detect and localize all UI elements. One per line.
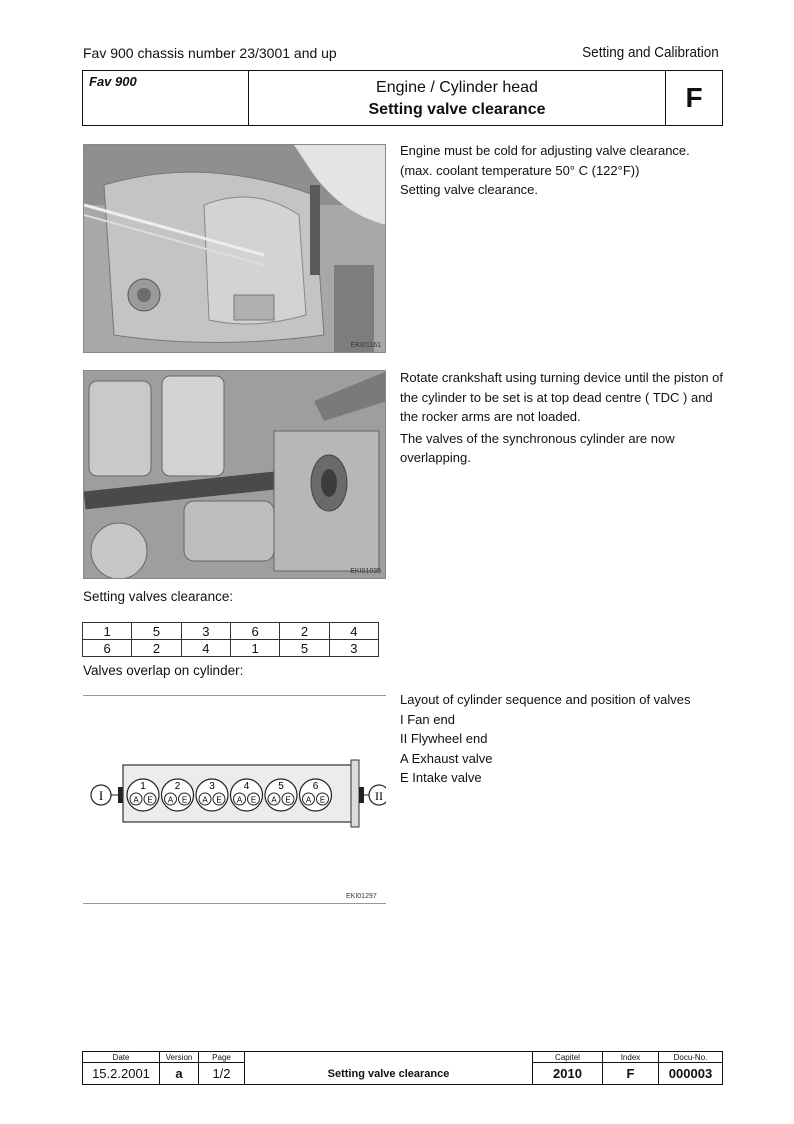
photo-cylinder-head [83,144,386,353]
cylinder-number: 2 [174,781,181,792]
document-subtitle: Fav 900 chassis number 23/3001 and up [83,45,337,61]
table-cell: 6 [230,623,279,640]
exhaust-valve-label: A [167,795,174,805]
step1-line: Engine must be cold for adjusting valve clearance. [400,143,690,158]
table-cell: 1 [230,640,279,657]
valve-layout-diagram [83,740,386,850]
footer-value: a [175,1066,183,1081]
layout-legend-line: A Exhaust valve [400,750,493,766]
table-cell: 2 [132,640,181,657]
footer-date [83,1052,160,1084]
footer-capitel [533,1052,603,1084]
setting-sequence-label: Setting valves clearance: [83,589,234,604]
photo1-code: EKI01161 [350,342,381,349]
layout-legend-line: II Flywheel end [400,731,488,746]
footer-label: Page [199,1052,244,1063]
footer-label: Date [83,1052,159,1063]
step2-text [400,368,730,468]
valve-sequence-table [82,622,379,657]
table-row [83,623,379,640]
header-box [82,70,723,126]
table-cell: 4 [329,623,378,640]
divider [83,695,386,696]
section-name: Setting and Calibration [582,44,719,61]
intake-valve-label: E [147,795,153,805]
intake-valve-label: E [285,795,291,805]
step2-paragraph: The valves of the synchronous cylinder are now overlapping. [400,430,675,465]
footer-label: Docu-No. [659,1052,722,1063]
table-row [83,640,379,657]
footer-docu [659,1052,722,1084]
exhaust-valve-label: A [271,795,277,805]
exhaust-valve-label: A [133,795,139,805]
footer-table [82,1051,723,1085]
layout-legend-line: E Intake valve [400,770,482,785]
footer-value: 2010 [553,1066,582,1081]
diagram-code: EKI01297 [346,893,377,900]
step1-text [400,141,730,200]
cylinder-number: 5 [278,781,284,792]
cylinder-number: 3 [209,781,215,792]
cylinder-number: 6 [312,781,319,792]
footer-label: Index [603,1052,658,1063]
layout-legend-line: I Fan end [400,711,455,727]
intake-valve-label: E [216,795,222,805]
footer-value: F [626,1066,635,1081]
header-title-line2: Setting valve clearance [368,101,546,118]
intake-valve-label: E [319,795,326,805]
step1-line: (max. coolant temperature 50° C (122°F)) [400,162,640,178]
header-title [249,71,666,125]
turning-device-illustration [84,371,386,579]
overlap-label: Valves overlap on cylinder: [83,663,244,678]
table-cell: 5 [280,640,329,657]
flywheel-end-label: II [375,789,383,803]
step1-line: Setting valve clearance. [400,182,539,197]
footer-index [603,1052,659,1084]
fan-end-label: I [98,788,104,803]
footer-value: 1/2 [212,1066,231,1081]
cylinder-head-illustration [84,145,386,353]
table-cell: 1 [83,623,132,640]
table-cell: 6 [83,640,132,657]
intake-valve-label: E [250,795,257,805]
table-cell: 3 [329,640,378,657]
step2-paragraph: Rotate crankshaft using turning device until the piston of the cylinder to be set is at top dead centre ( TDC ) and the rocker arms are not loaded. [400,370,724,424]
exhaust-valve-label: A [305,795,312,805]
footer-title [245,1052,533,1084]
step3-text [400,690,730,788]
footer-label: Version [160,1052,198,1063]
footer-label: Capitel [533,1052,602,1063]
exhaust-valve-label: A [202,795,208,805]
footer-value: 15.2.2001 [92,1066,150,1081]
photo2-code: EKI01035 [350,568,381,575]
footer-title-text: Setting valve clearance [327,1067,450,1080]
header-title-line1: Engine / Cylinder head [376,79,538,96]
footer-value: 000003 [668,1066,713,1081]
table-cell: 4 [181,640,230,657]
intake-valve-label: E [181,795,188,805]
table-cell: 2 [280,623,329,640]
cylinder-number: 4 [243,781,250,792]
cylinder-number: 1 [140,781,146,792]
photo-turning-device [83,370,386,579]
exhaust-valve-label: A [236,795,243,805]
layout-legend-line: Layout of cylinder sequence and position of valves [400,692,691,707]
header-index-letter: F [685,82,703,113]
footer-version [160,1052,199,1084]
divider [83,903,386,904]
model-name: Fav 900 [83,71,249,125]
footer-page [199,1052,245,1084]
table-cell: 3 [181,623,230,640]
table-cell: 5 [132,623,181,640]
